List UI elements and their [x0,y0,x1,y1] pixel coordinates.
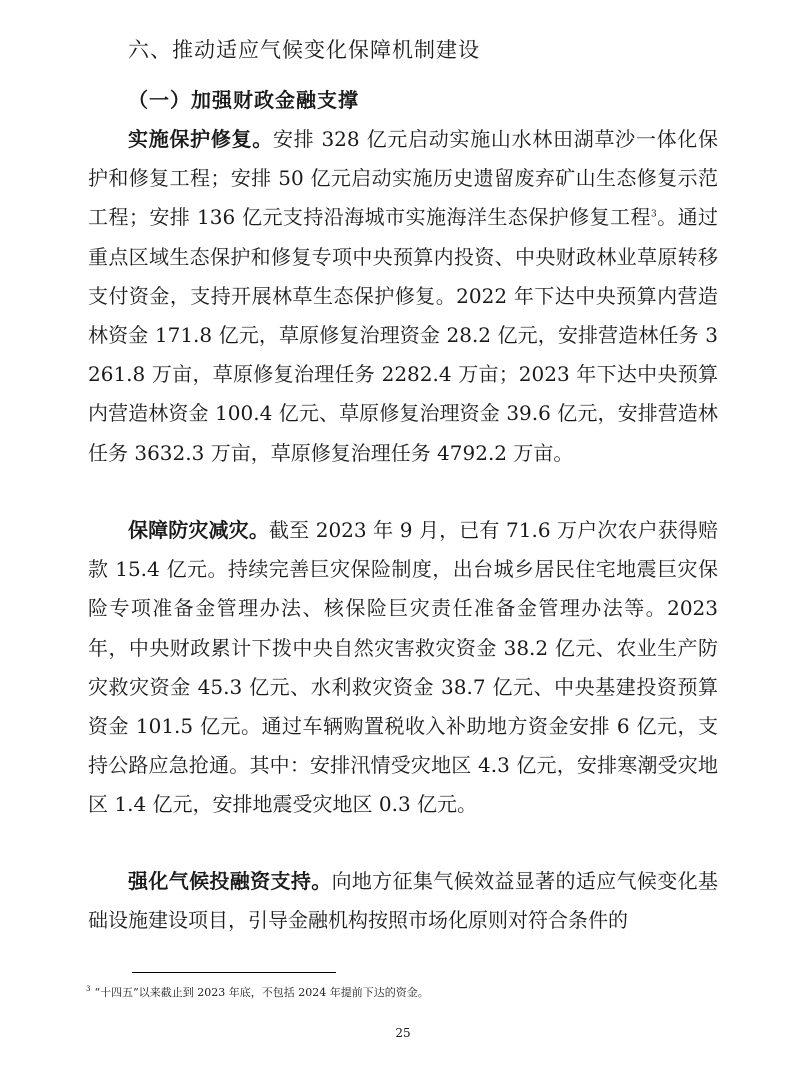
page-number: 25 [395,1026,411,1040]
subsection-heading: （一）加强财政金融支撑 [128,88,359,112]
footnote-reference[interactable]: 3 [650,209,657,220]
paragraph-lead: 强化气候投融资支持。 [128,869,332,893]
footnote-mark: 3 [86,985,91,994]
footnote-separator [132,972,336,973]
paragraph-text: 向地方征集气候效益显著的适应气候变化基础设施建设项目，引导金融机构按照市场化原则对符合条件的 [88,869,719,933]
footnote [86,984,429,1000]
paragraph-text: 截至 2023 年 9 月，已有 71.6 万户次农户获得赔款 15.4 亿元。持续完善巨灾保险制度，出台城乡居民住宅地震巨灾保险专项准备金管理办法、核保险巨灾责任准备金管理办法等。2023 年，中央财政累计下拨中央自然灾害救灾资金 38.2 亿元、农业生产防灾救灾资金 45.3 亿元、水利救灾资金 38.7 亿元、中央基建投资预算资金 101.5 亿元。通过车辆购置税收入补助地方资金安排 6 亿元，支持公路应急抢通。其中：安排汛情受灾地区 4.3 亿元，安排寒潮受灾地区 1.4 亿元，安排地震受灾地区 0.3 亿元。 [88,518,718,817]
paragraph-disaster-prevention [88,511,718,825]
footnote-text: “十四五”以来截止到 2023 年底，不包括 2024 年提前下达的资金。 [94,986,429,999]
paragraph-protection-restoration [88,120,718,473]
paragraph-text: 。通过重点区域生态保护和修复专项中央预算内投资、中央财政林业草原转移支付资金，支持开展林草生态保护修复。2022 年下达中央预算内营造林资金 171.8 亿元，草原修复治理资金 28.2 亿元，安排营造林任务 3261.8 万亩，草原修复治理任务 2282.4 万亩；2023 年下达中央预算内营造林资金 100.4 亿元、草原修复治理资金 39.6 亿元，安排营造林任务 3632.3 万亩，草原修复治理任务 4792.2 万亩。 [88,205,719,465]
paragraph-text: 安排 328 亿元启动实施山水林田湖草沙一体化保护和修复工程；安排 50 亿元启动实施历史遗留废弃矿山生态修复示范工程；安排 136 亿元支持沿海城市实施海洋生态保护修复工程 [88,127,719,230]
paragraph-lead: 实施保护修复。 [128,127,273,151]
paragraph-climate-finance [88,862,718,940]
section-heading: 六、推动适应气候变化保障机制建设 [128,38,480,62]
paragraph-lead: 保障防灾减灾。 [128,518,269,542]
